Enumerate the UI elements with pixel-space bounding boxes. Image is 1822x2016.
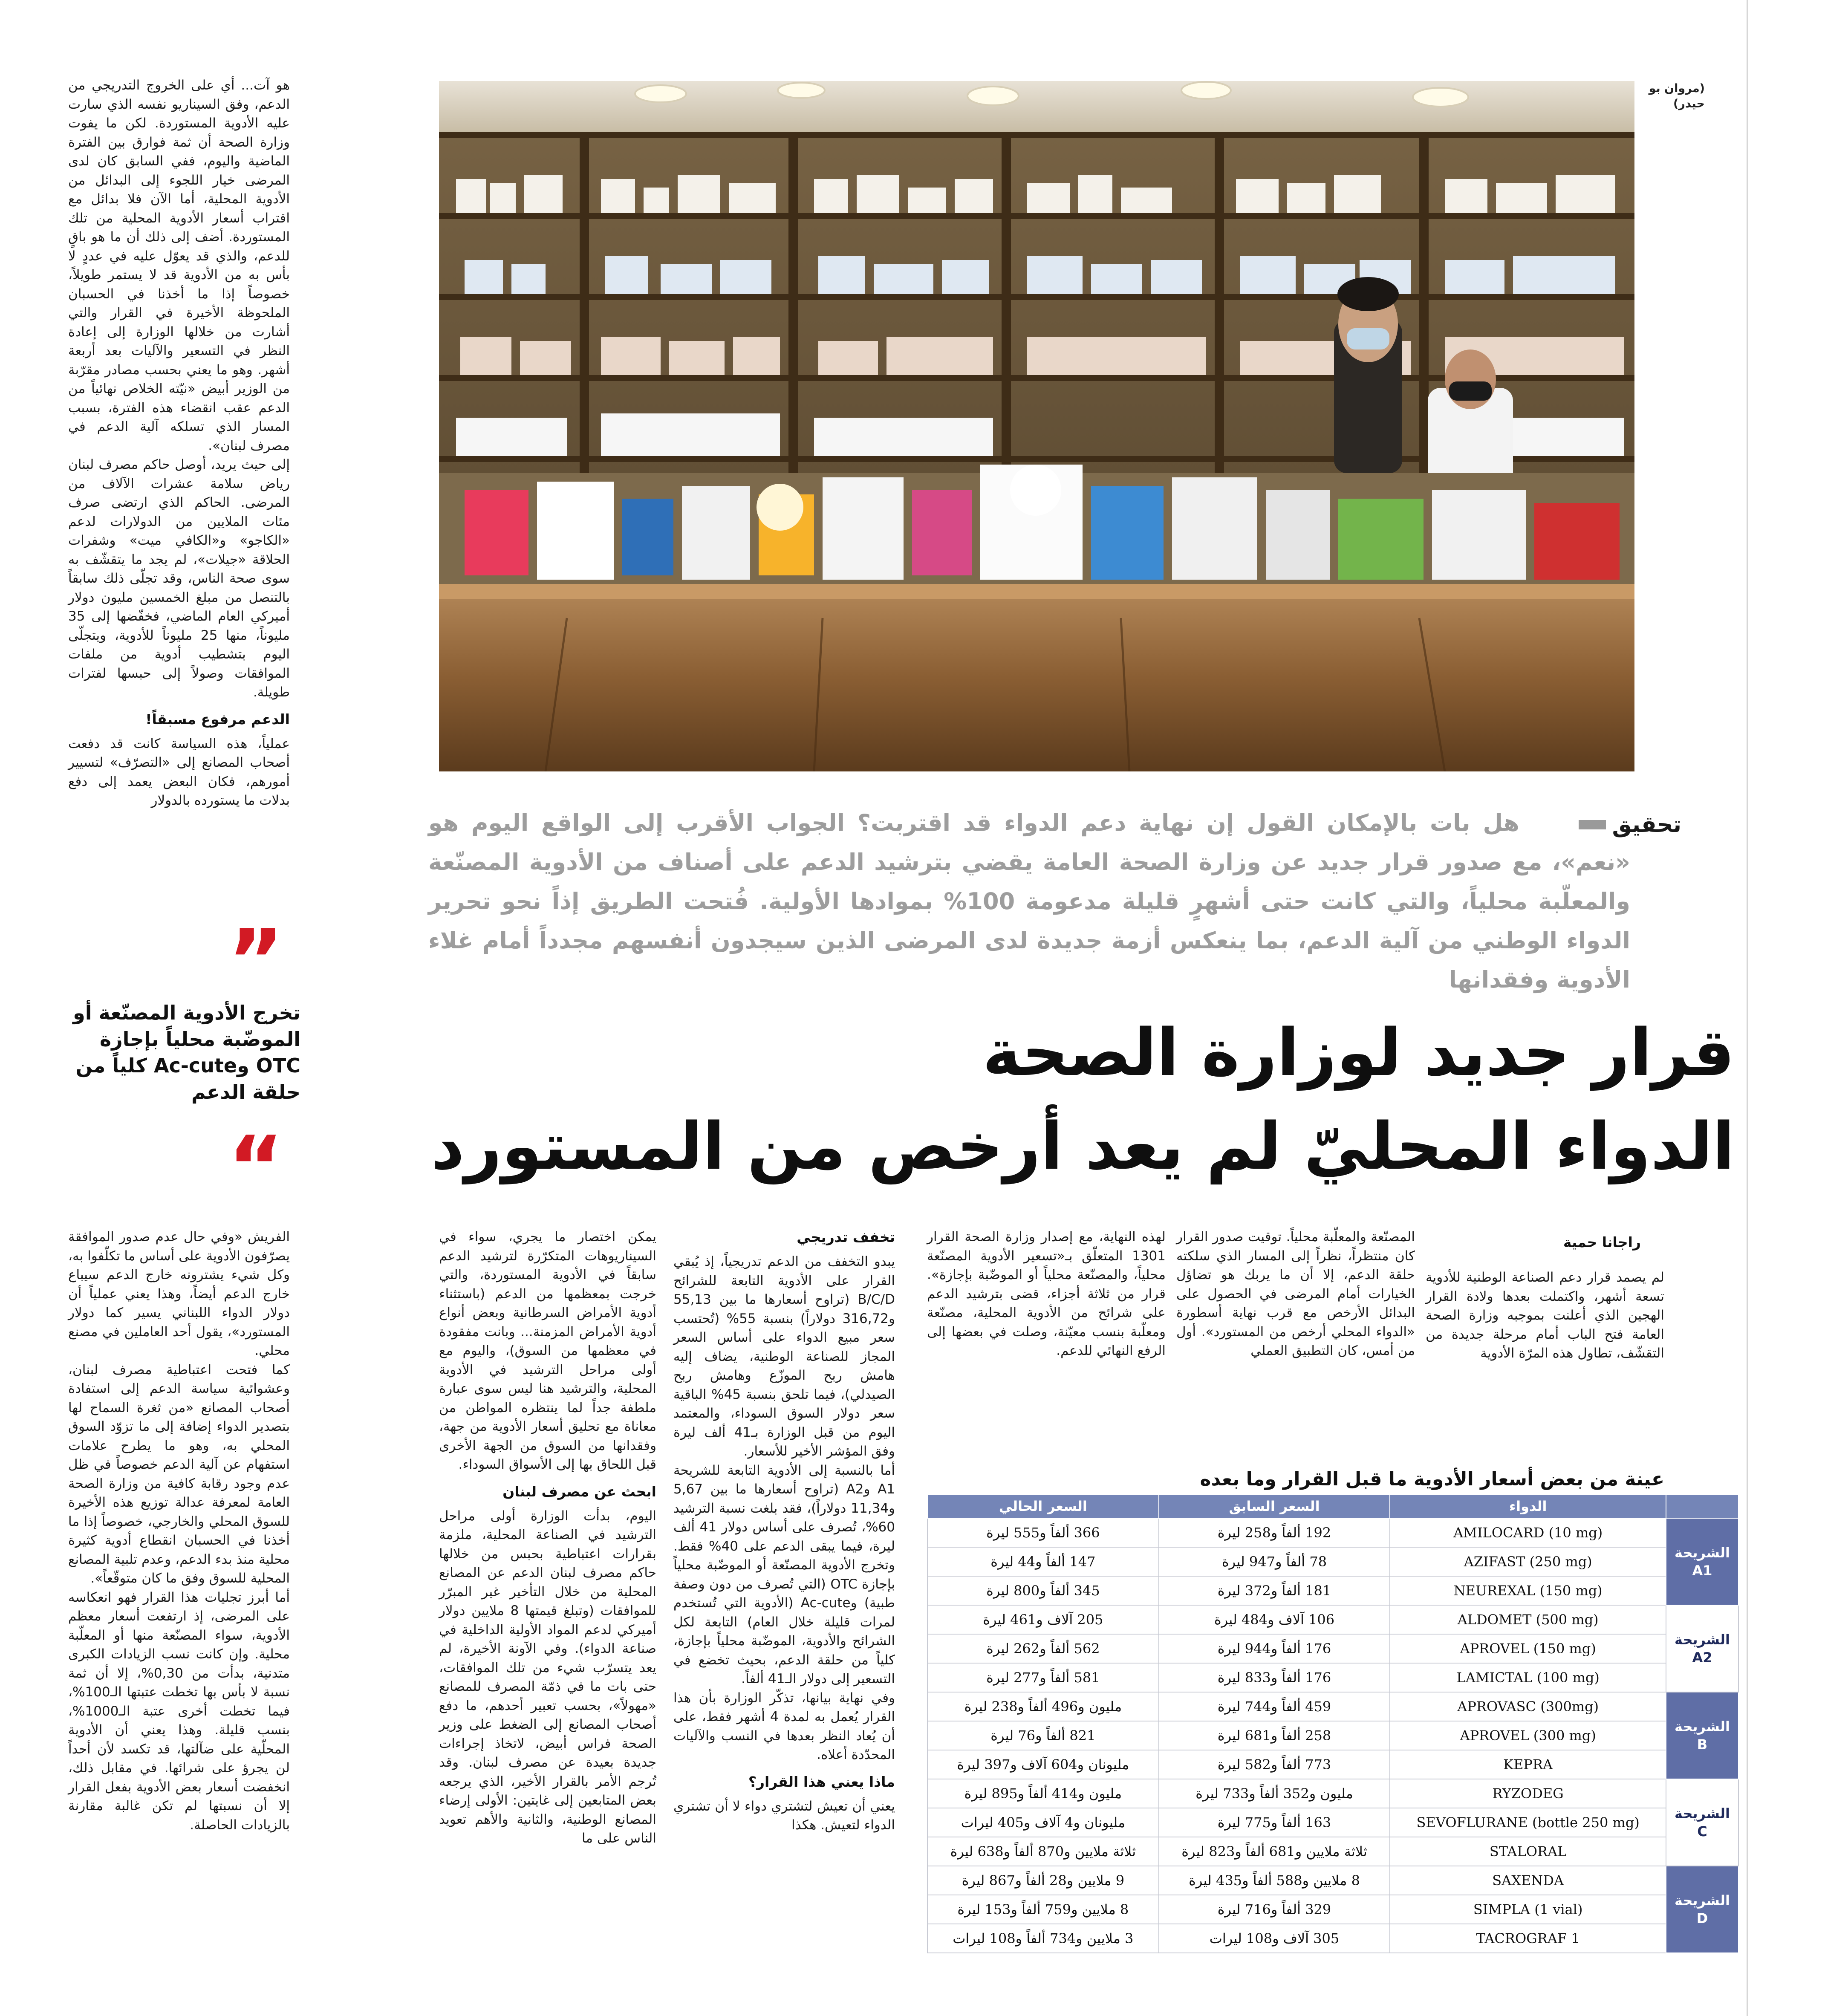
paragraph: وفي نهاية بيانها، تذكّر الوزارة بأن هذا القرار يُعمل به لمدة 4 أشهر فقط، على أن يُعاد النظر بعدها في النسب والآليات المحدّدة أعلاه. (673, 1690, 895, 1762)
drug-name-cell: AMILOCARD (10 mg) (1390, 1518, 1666, 1547)
table-row (927, 1692, 1738, 1721)
paragraph: لهذه النهاية، مع إصدار وزارة الصحة القرار 1301 المتعلّق بـ«تسعير الأدوية المصنّعة محلياً، والمصنّعة محلياً أو الموضّبة بإجازة». قرار من ثلاثة أجزاء، قضى بترشيد الدعم على شرائح من الأدوية المحلية، مصنّعة ومعلّبة بنسب معيّنة، وصلت في بعضها إلى الرفع النهائي للدعم. (927, 1229, 1166, 1358)
paragraph: كما فتحت اعتباطية مصرف لبنان، وعشوائية سياسة الدعم إلى استفادة أصحاب المصانع «من ثغرة السماح لها بتصدير الدواء إضافة إلى ما تزوّد السوق المحلي به، وهو ما يطرح علامات استفهام عن آلية الدعم خصوصاً في ظل عدم وجود رقابة كافية من وزارة الصحة العامة لمعرفة عدالة توزيع هذه الأخيرة للسوق المحلي والخارجي، خصوصاً إذا ما أخذنا في الحسبان انقطاع أدوية كثيرة محلية منذ بدء الدعم، وعدم تلبية المصانع المحلية للسوق وفق ما كان متوقّعاً». (68, 1362, 290, 1586)
header-tier (1666, 1494, 1738, 1518)
page-edge-rule (1747, 0, 1748, 2016)
prev-price-cell: 258 ألفاً و681 ليرة (1159, 1721, 1390, 1750)
drug-name-cell: TACROGRAF 1 (1390, 1924, 1666, 1953)
prev-price-cell: 176 ألفاً و944 ليرة (1159, 1634, 1390, 1663)
curr-price-cell: مليونان و604 آلاف و397 ليرة (927, 1750, 1159, 1779)
table-row (927, 1866, 1738, 1895)
curr-price-cell: 3 ملايين و734 ألفاً و108 ليرات (927, 1924, 1159, 1953)
paragraph: المصنّعة والمعلّبة محلياً. توقيت صدور القرار كان منتظراً، نظراً إلى المسار الذي سلكته حلقة الدعم، إلا أن ما يربك هو تضاؤل الخيارات أمام المرضى في الحصول على البدائل الأرخص مع قرب نهاية أسطورة «الدواء المحلي أرخص من المستورد». أول من أمس، كان التطبيق العملي (1176, 1229, 1415, 1358)
pull-quote: تخرج الأدوية المصنّعة أو الموضّبة محلياً بإجازة OTC وAc-cute كلياً من حلقة الدعم (73, 1001, 300, 1103)
drug-table-body (927, 1518, 1738, 1953)
paragraph: يبدو التخفف من الدعم تدريجياً، إذ يُبقي القرار على الأدوية التابعة للشرائح B/C/D (تراوح أسعارها ما بين 55,13 و316,72 دولاراً) بنسبة 55% (تُحتسب سعر مبيع الدواء على أساس السعر المجاز للصناعة الوطنية، يضاف إليه هامش ربح الموزّع وهامش ربح الصيدلي)، فيما تلحق بنسبة 45% الباقية سعر دولار السوق السوداء، والمعتمد اليوم من قبل الوزارة بـ41 ألف ليرة وفق المؤشر الأخير للأسعار. (673, 1254, 895, 1459)
subheading: ابحث عن مصرف لبنان (502, 1483, 656, 1500)
header-prev-price: السعر السابق (1159, 1494, 1390, 1518)
subheading: تخفف تدريجي (797, 1229, 895, 1245)
paragraph: هو آت... أي على الخروج التدريجي من الدعم، وفق السيناريو نفسه الذي سارت عليه الأدوية المستوردة. لكن ما يفوت وزارة الصحة أن ثمة فوارق بين الفترة الماضية واليوم، ففي السابق كان لدى المرضى خيار اللجوء إلى البدائل من الأدوية المحلية، أما الآن فلا بدائل مع اقتراب أسعار الأدوية المحلية من تلك المستوردة. أضف إلى ذلك أن ما هو باقٍ للدعم، والذي قد يعوّل عليه في عددٍ لا بأس به من الأدوية قد لا يستمر طويلاً، خصوصاً إذا ما أخذنا في الحسبان الملحوظة الأخيرة في القرار والتي أشارت من خلالها الوزارة إلى إعادة النظر في التسعير والآليات بعد أربعة أشهر. وهو ما يعني بحسب مصادر مقرّبة من الوزير أبيض «نيّته الخلاص نهائياً من الدعم عقب انقضاء هذه الفترة، بسبب المسار الذي تسلكه آلية الدعم في مصرف لبنان». (68, 78, 290, 453)
paragraph: إلى حيث يريد، أوصل حاكم مصرف لبنان رياض سلامة عشرات الآلاف من المرضى. الحاكم الذي ارتضى صرف مئات الملايين من الدولارات لدعم «الكاجو» و«الكافي ميت» وشفرات الحلاقة «جيلات»، لم يجد ما يتقشّف به سوى صحة الناس، وقد تجلّى ذلك سابقاً بالتنصل من مبلغ الخمسين مليون دولار أميركي العام الماضي، فخفّضها إلى 35 مليوناً، منها 25 مليوناً للأدوية، ويتجلّى اليوم بتشطيب أدوية من ملفات الموافقات وصولاً إلى حبسها لفترات طويلة. (68, 457, 290, 700)
curr-price-cell: مليون و414 ألفاً و895 ليرة (927, 1779, 1159, 1808)
paragraph: لم يصمد قرار دعم الصناعة الوطنية للأدوية تسعة أشهر، واكتملت بعدها ولادة القرار الهجين الذي أعلنت بموجبه وزارة الصحة العامة فتح الباب أمام مرحلة جديدة من التقشّف، تطاول هذه المرّة الأدوية (1426, 1270, 1664, 1361)
prev-price-cell: 78 ألفاً و947 ليرة (1159, 1547, 1390, 1576)
drug-name-cell: SEVOFLURANE (bottle 250 mg) (1390, 1808, 1666, 1837)
quote-close-mark: “ (228, 1118, 284, 1217)
table-header-row (927, 1494, 1738, 1518)
column-lower-b (439, 1228, 656, 1848)
prev-price-cell: 106 آلاف و484 ليرة (1159, 1605, 1390, 1634)
curr-price-cell: 345 ألفاً و800 ليرة (927, 1576, 1159, 1605)
tier-label: الشريحة C (1666, 1779, 1738, 1866)
table-title: عينة من بعض أسعار الأدوية ما قبل القرار وما بعده (1200, 1468, 1664, 1490)
photo-credit: (مروان بو حيدر) (1649, 82, 1705, 110)
header-curr-price: السعر الحالي (927, 1494, 1159, 1518)
paragraph: الفريش «وفي حال عدم صدور الموافقة يصرّفون الأدوية على أساس ما تكلّفوا به، وكل شيء يشترونه خارج الدعم سيباع خارج الدعم أيضاً، وهذا يعني عملياً أن دولار الدواء اللبناني يسير كما دولار المستورد»، يقول أحد العاملين في مصنع محلي. (68, 1229, 290, 1358)
table-row (927, 1721, 1738, 1750)
column-lower-a (68, 1228, 290, 1834)
prev-price-cell: ثلاثة ملايين و681 ألفاً و823 ليرة (1159, 1837, 1390, 1866)
table-row (927, 1837, 1738, 1866)
paragraph: عملياً، هذه السياسة كانت قد دفعت أصحاب المصانع إلى «التصرّف» لتسيير أمورهم، فكان البعض يعمد إلى دفع بدلات ما يستورده بالدولار (68, 736, 290, 808)
curr-price-cell: 205 آلاف و461 ليرة (927, 1605, 1159, 1634)
drug-name-cell: RYZODEG (1390, 1779, 1666, 1808)
column-lower-d (927, 1228, 1166, 1360)
curr-price-cell: ثلاثة ملايين و870 ألفاً و638 ليرة (927, 1837, 1159, 1866)
curr-price-cell: 147 ألفاً و44 ليرة (927, 1547, 1159, 1576)
table-row (927, 1518, 1738, 1547)
tier-label: الشريحة A2 (1666, 1605, 1738, 1692)
prev-price-cell: 163 ألفاً و775 ليرة (1159, 1808, 1390, 1837)
paragraph: أما بالنسبة إلى الأدوية التابعة للشريحة A1 وA2 (تراوح أسعارها ما بين 5,67 و11,34 دولاراً)، فقد بلغت نسبة الترشيد 60%، تُصرف على أساس دولار 41 ألف ليرة، فيما يبقى الدعم على 40% فقط. وتخرج الأدوية المصنّعة أو الموضّبة محلياً بإجازة OTC (التي تُصرف من دون وصفة طبية) وAc-cute (الأدوية التي تُستخدم لمرات قليلة خلال العام) التابعة لكل الشرائح والأدوية، الموضّبة محلياً بإجازة، كلياً من حلقة الدعم، بحيث تخضع في التسعير إلى دولار الـ41 ألفاً. (673, 1462, 895, 1687)
header-drug: الدواء (1390, 1494, 1666, 1518)
column-lower-f (1426, 1268, 1664, 1363)
tier-label: الشريحة B (1666, 1692, 1738, 1779)
tier-label: الشريحة D (1666, 1866, 1738, 1953)
drug-price-table (927, 1494, 1739, 1953)
drug-name-cell: KEPRA (1390, 1750, 1666, 1779)
drug-name-cell: AZIFAST (250 mg) (1390, 1547, 1666, 1576)
table-row (927, 1663, 1738, 1692)
drug-name-cell: APROVEL (150 mg) (1390, 1634, 1666, 1663)
table-row (927, 1605, 1738, 1634)
subheading: ماذا يعني هذا القرار؟ (748, 1773, 895, 1790)
curr-price-cell: 366 ألفاً و555 ليرة (927, 1518, 1159, 1547)
table-row (927, 1924, 1738, 1953)
curr-price-cell: 581 ألفاً و277 ليرة (927, 1663, 1159, 1692)
drug-name-cell: APROVEL (300 mg) (1390, 1721, 1666, 1750)
curr-price-cell: 821 ألفاً و76 ليرة (927, 1721, 1159, 1750)
quote-open-mark: ” (228, 911, 284, 1011)
prev-price-cell: 329 ألفاً و716 ليرة (1159, 1895, 1390, 1924)
subheading: الدعم مرفوع مسبقاً! (145, 711, 290, 728)
column-lower-e (1176, 1228, 1415, 1360)
table-row (927, 1547, 1738, 1576)
column-lower-c (673, 1228, 895, 1835)
drug-name-cell: SAXENDA (1390, 1866, 1666, 1895)
tier-label: الشريحة A1 (1666, 1518, 1738, 1605)
paragraph: أما أبرز تجليات هذا القرار فهو انعكاسه على المرضى، إذ ارتفعت أسعار معظم الأدوية، سواء المصنّعة منها أو المعلّبة محلية. وإن كانت نسب الزيادات الكبرى متدنية، بدأت من 0,30%، إلا أن ثمة نسبة لا بأس بها تخطت عتبتها الـ100%، فيما تخطت أخرى عتبة الـ1000%، بنسب قليلة. وهذا يعني أن الأدوية المحلّية على ضآلتها، قد تكسد لأن أحداً لن يجرؤ على شرائها. في مقابل ذلك، انخفضت أسعار بعض الأدوية بفعل القرار إلا أن نسبتها لم تكن غالبة مقارنة بالزيادات الحاصلة. (68, 1589, 290, 1833)
lede-paragraph: هل بات بالإمكان القول إن نهاية دعم الدواء قد اقتربت؟ الجواب الأقرب إلى الواقع اليوم هو «نعم»، مع صدور قرار جديد عن وزارة الصحة العامة يقضي بترشيد الدعم على أصناف من الأدوية المصنّعة والمعلّبة محلياً، والتي كانت حتى أشهرٍ قليلة مدعومة 100% بموادها الأولية. فُتحت الطريق إذاً نحو تحرير الدواء الوطني من آلية الدعم، بما ينعكس أزمة جديدة لدى المرضى الذين سيجدون أنفسهم مجدداً أمام غلاء الأدوية وفقدانها (428, 809, 1630, 993)
table-row (927, 1808, 1738, 1837)
prev-price-cell: 305 آلاف و108 ليرات (1159, 1924, 1390, 1953)
curr-price-cell: 562 ألفاً و262 ليرة (927, 1634, 1159, 1663)
pharmacy-photo (439, 81, 1634, 771)
table-row (927, 1895, 1738, 1924)
section-tag-label: تحقيق (1612, 812, 1681, 838)
prev-price-cell: 773 ألفاً و582 ليرة (1159, 1750, 1390, 1779)
paragraph: يمكن اختصار ما يجري، سواء في السيناريوهات المتكرّرة لترشيد الدعم سابقاً في الأدوية المستوردة، والتي خرجت بمعظمها من الدعم (باستثناء أدوية الأمراض السرطانية وبعض أنواع أدوية الأمراض المزمنة... وبانت مفقودة في معظمها من السوق)، واليوم مع أولى مراحل الترشيد في الأدوية المحلية، والترشيد هنا ليس سوى عبارة ملطفة جداً لما ينتظره المواطن من معاناة مع تحليق أسعار الأدوية من جهة، وفقدانها من السوق من الجهة الأخرى قبل اللحاق بها إلى الأسواق السوداء. (439, 1229, 656, 1472)
drug-name-cell: APROVASC (300mg) (1390, 1692, 1666, 1721)
curr-price-cell: 8 ملايين و759 ألفاً و153 ليرة (927, 1895, 1159, 1924)
curr-price-cell: مليونان و4 آلاف و405 ليرات (927, 1808, 1159, 1837)
prev-price-cell: مليون و352 ألفاً و733 ليرة (1159, 1779, 1390, 1808)
prev-price-cell: 8 ملايين و588 ألفاً و435 ليرة (1159, 1866, 1390, 1895)
table-row (927, 1750, 1738, 1779)
paragraph: اليوم، بدأت الوزارة أولى مراحل الترشيد في الصناعة المحلية، ملزمة بقرارات اعتباطية بحبس من خلالها حاكم مصرف لبنان الدعم عن المصانع المحلية من خلال التأخير غير المبرّر للموافقات (وتبلغ قيمتها 8 ملايين دولار أميركي لدعم المواد الأولية الداخلية في صناعة الدواء). وفي الآونة الأخيرة، لم يعد يتسرّب شيء من تلك الموافقات، حتى بات ما في ذمّة المصرف للمصانع «مهولاً»، بحسب تعبير أحدهم، ما دفع أصحاب المصانع إلى الضغط على وزير الصحة فراس أبيض، لاتخاذ إجراءات جديدة بعيدة عن مصرف لبنان. وقد تُرجم الأمر بالقرار الأخير، الذي يرجعه بعض المتابعين إلى غايتين: الأولى إرضاء المصانع الوطنية، والثانية والأهم تعويد الناس على ما (439, 1508, 656, 1846)
headline-primary: قرار جديد لوزارة الصحة (982, 1015, 1735, 1090)
table-row (927, 1634, 1738, 1663)
prev-price-cell: 181 ألفاً و372 ليرة (1159, 1576, 1390, 1605)
drug-name-cell: SIMPLA (1 vial) (1390, 1895, 1666, 1924)
prev-price-cell: 176 ألفاً و833 ليرة (1159, 1663, 1390, 1692)
paragraph: يعني أن تعيش لتشتري دواء لا أن تشتري الدواء لتعيش. هكذا (673, 1798, 895, 1833)
byline: راجانا حمية (1563, 1234, 1641, 1251)
curr-price-cell: 9 ملايين و28 ألفاً و867 ليرة (927, 1866, 1159, 1895)
drug-name-cell: ALDOMET (500 mg) (1390, 1605, 1666, 1634)
drug-name-cell: LAMICTAL (100 mg) (1390, 1663, 1666, 1692)
drug-name-cell: STALORAL (1390, 1837, 1666, 1866)
left-column-top (68, 76, 290, 810)
prev-price-cell: 192 ألفاً و258 ليرة (1159, 1518, 1390, 1547)
prev-price-cell: 459 ألفاً و744 ليرة (1159, 1692, 1390, 1721)
curr-price-cell: مليون و496 ألفاً و238 ليرة (927, 1692, 1159, 1721)
drug-name-cell: NEUREXAL (150 mg) (1390, 1576, 1666, 1605)
headline-secondary: الدواء المحليّ لم يعد أرخص من المستورد (431, 1109, 1735, 1184)
table-row (927, 1576, 1738, 1605)
table-row (927, 1779, 1738, 1808)
